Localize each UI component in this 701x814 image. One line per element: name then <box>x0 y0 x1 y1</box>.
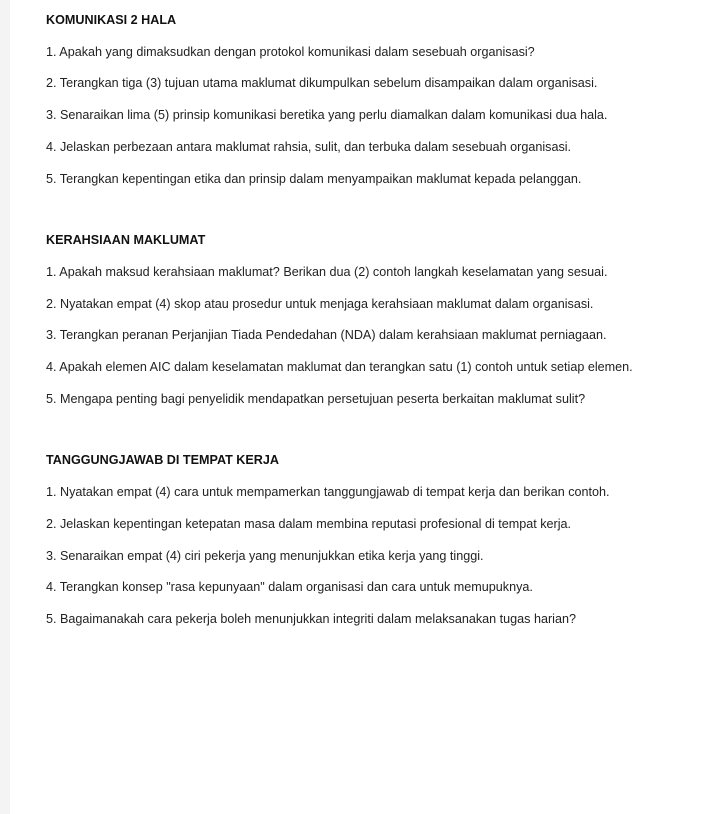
question: 3. Terangkan peranan Perjanjian Tiada Pendedahan (NDA) dalam kerahsiaan maklumat perniagaan. <box>46 328 607 343</box>
left-margin-strip <box>0 0 10 814</box>
question: 3. Senaraikan empat (4) ciri pekerja yang menunjukkan etika kerja yang tinggi. <box>46 548 484 563</box>
section-heading: KOMUNIKASI 2 HALA <box>46 13 177 27</box>
section-komunikasi <box>46 5 674 195</box>
section-heading: TANGGUNGJAWAB DI TEMPAT KERJA <box>46 453 279 468</box>
question: 1. Nyatakan empat (4) cara untuk mempamerkan tanggungjawab di tempat kerja dan berikan contoh. <box>46 485 610 500</box>
question: 1. Apakah maksud kerahsiaan maklumat? Berikan dua (2) contoh langkah keselamatan yang sesuai. <box>46 264 608 279</box>
question: 5. Bagaimanakah cara pekerja boleh menunjukkan integriti dalam melaksanakan tugas harian? <box>46 611 576 626</box>
question: 5. Mengapa penting bagi penyelidik mendapatkan persetujuan peserta berkaitan maklumat sulit? <box>46 391 586 406</box>
section-heading: KERAHSIAAN MAKLUMAT <box>46 233 206 248</box>
question: 2. Jelaskan kepentingan ketepatan masa dalam membina reputasi profesional di tempat kerja. <box>46 516 572 531</box>
question: 3. Senaraikan lima (5) prinsip komunikasi beretika yang perlu diamalkan dalam komunikasi dua hala. <box>46 108 608 123</box>
question: 2. Terangkan tiga (3) tujuan utama maklumat dikumpulkan sebelum disampaikan dalam organisasi. <box>46 76 598 91</box>
section-kerahsiaan <box>46 225 674 415</box>
section-tanggungjawab <box>46 445 674 635</box>
question: 4. Jelaskan perbezaan antara maklumat rahsia, sulit, dan terbuka dalam sesebuah organisasi. <box>46 139 572 154</box>
question: 1. Apakah yang dimaksudkan dengan protokol komunikasi dalam sesebuah organisasi? <box>46 44 535 59</box>
question: 2. Nyatakan empat (4) skop atau prosedur untuk menjaga kerahsiaan maklumat dalam organisasi. <box>46 296 594 311</box>
question: 4. Terangkan konsep "rasa kepunyaan" dalam organisasi dan cara untuk memupuknya. <box>46 580 533 595</box>
document <box>46 5 674 636</box>
question: 5. Terangkan kepentingan etika dan prinsip dalam menyampaikan maklumat kepada pelanggan. <box>46 171 582 186</box>
question: 4. Apakah elemen AIC dalam keselamatan maklumat dan terangkan satu (1) contoh untuk setiap elemen. <box>46 360 633 375</box>
